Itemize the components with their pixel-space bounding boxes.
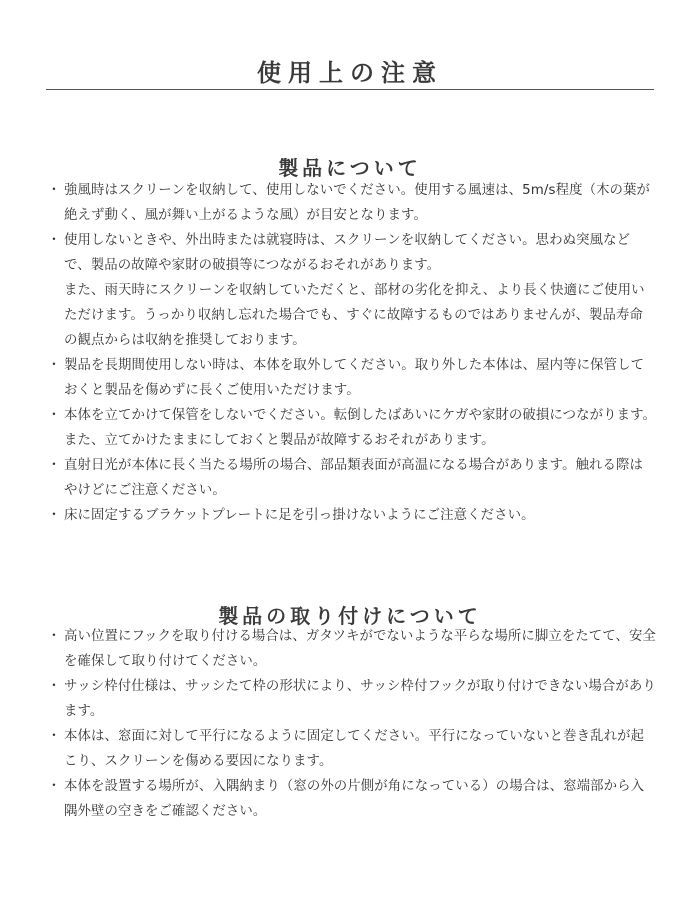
list-item [46, 503, 656, 528]
list-item [46, 453, 656, 503]
page-title: 使用上の注意 [257, 59, 443, 88]
notice-text: 使用しないときや、外出時または就寝時は、スクリーンを収納してください。思わぬ突風などで、製品の故障や家財の破損等につながるおそれがあります。 [64, 233, 631, 273]
bullet: ・ [47, 729, 61, 744]
bullet: ・ [47, 779, 61, 794]
notice-text: 本体は、窓面に対して平行になるように固定してください。平行になっていないと巻き乱れが起こり、スクリーンを傷める要因になります。 [64, 729, 645, 769]
notice-text: 本体を設置する場所が、入隅納まり（窓の外の片側が角になっている）の場合は、窓端部から入隅外壁の空きをご確認ください。 [64, 779, 645, 819]
notice-text: 高い位置にフックを取り付ける場合は、ガタツキがでないような平らな場所に脚立をたてて、安全を確保して取り付けてください。 [64, 629, 656, 669]
list-item [46, 403, 656, 453]
notice-text: 製品を長期間使用しない時は、本体を取外してください。取り外した本体は、屋内等に保管しておくと製品を傷めずに長くご使用いただけます。 [64, 358, 645, 398]
product-notice-list [46, 178, 656, 528]
bullet: ・ [47, 458, 61, 473]
bullet: ・ [47, 183, 61, 198]
section-heading-product: 製品について [278, 155, 422, 180]
notice-text: また、雨天時にスクリーンを収納していただくと、部材の劣化を抑え、より長く快適にご使用いただけます。うっかり収納し忘れた場合でも、すぐに故障するものではありませんが、製品寿命の観点からは収納を推奨しております。 [64, 283, 645, 348]
installation-notice-list [46, 624, 656, 824]
bullet: ・ [47, 408, 61, 423]
notice-text: 強風時はスクリーンを収納して、使用しないでください。使用する風速は、5m/s程度（木の葉が絶えず動く、風が舞い上がるような風）が目安となります。 [64, 183, 651, 223]
list-item [46, 228, 656, 353]
notice-text: 直射日光が本体に長く当たる場所の場合、部品類表面が高温になる場合があります。触れる際はやけどにご注意ください。 [64, 458, 644, 498]
notice-text: 床に固定するブラケットプレートに足を引っ掛けないようにご注意ください。 [64, 508, 535, 523]
bullet: ・ [47, 233, 61, 248]
list-item [46, 178, 656, 228]
section-heading-installation: 製品の取り付けについて [218, 603, 482, 628]
bullet: ・ [47, 358, 61, 373]
bullet: ・ [47, 629, 61, 644]
notice-text: 本体を立てかけて保管をしないでください。転倒したばあいにケガや家財の破損につながります。また、立てかけたままにしておくと製品が故障するおそれがあります。 [64, 408, 656, 448]
list-item [46, 353, 656, 403]
notice-text: サッシ枠付仕様は、サッシたて枠の形状により、サッシ枠付フックが取り付けできない場合があります。 [64, 679, 656, 719]
list-item [46, 774, 656, 824]
bullet: ・ [47, 508, 61, 523]
title-divider [46, 89, 654, 90]
list-item [46, 724, 656, 774]
list-item [46, 674, 656, 724]
list-item [46, 624, 656, 674]
bullet: ・ [47, 679, 61, 694]
